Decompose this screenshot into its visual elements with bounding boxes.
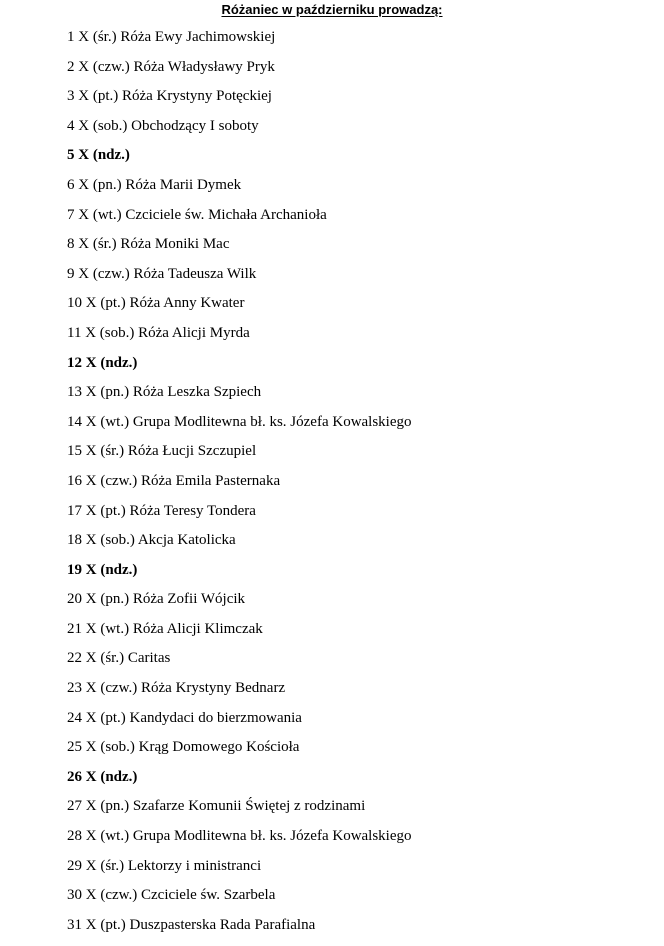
schedule-entry: 8 X (śr.) Róża Moniki Mac (67, 236, 230, 253)
schedule-entry: 29 X (śr.) Lektorzy i ministranci (67, 857, 262, 874)
schedule-entry: 3 X (pt.) Róża Krystyny Potęckiej (67, 88, 272, 105)
schedule-entry: 27 X (pn.) Szafarze Komunii Świętej z rodzinami (67, 798, 366, 815)
schedule-entry: 1 X (śr.) Róża Ewy Jachimowskiej (67, 29, 276, 45)
schedule-list (67, 27, 412, 944)
schedule-entry: 23 X (czw.) Róża Krystyny Bednarz (67, 680, 286, 697)
sunday-entry: 5 X (ndz.) (67, 147, 130, 164)
schedule-entry: 13 X (pn.) Róża Leszka Szpiech (67, 384, 262, 401)
schedule-entry: 22 X (śr.) Caritas (67, 650, 171, 667)
schedule-entry: 17 X (pt.) Róża Teresy Tondera (67, 502, 256, 519)
schedule-entry: 6 X (pn.) Róża Marii Dymek (67, 176, 242, 193)
schedule-entry: 20 X (pn.) Róża Zofii Wójcik (67, 591, 246, 608)
page-title: Różaniec w październiku prowadzą: (221, 2, 443, 17)
schedule-entry: 24 X (pt.) Kandydaci do bierzmowania (67, 709, 302, 726)
schedule-entry: 4 X (sob.) Obchodzący I soboty (67, 117, 259, 134)
schedule-entry: 16 X (czw.) Róża Emila Pasternaka (67, 472, 281, 489)
sunday-entry: 26 X (ndz.) (67, 768, 138, 785)
schedule-entry: 14 X (wt.) Grupa Modlitewna bł. ks. Józefa Kowalskiego (67, 413, 412, 430)
schedule-entry: 21 X (wt.) Róża Alicji Klimczak (67, 620, 263, 637)
sunday-entry: 12 X (ndz.) (67, 354, 138, 371)
schedule-entry: 15 X (śr.) Róża Łucji Szczupiel (67, 443, 257, 460)
schedule-entry: 30 X (czw.) Czciciele św. Szarbela (67, 887, 276, 904)
schedule-entry: 18 X (sob.) Akcja Katolicka (67, 532, 236, 549)
schedule-entry: 31 X (pt.) Duszpasterska Rada Parafialna (67, 916, 316, 933)
schedule-entry: 10 X (pt.) Róża Anny Kwater (67, 295, 245, 312)
schedule-entry: 2 X (czw.) Róża Władysławy Pryk (67, 58, 275, 75)
schedule-entry: 9 X (czw.) Róża Tadeusza Wilk (67, 265, 257, 282)
schedule-entry: 7 X (wt.) Czciciele św. Michała Archanioła (67, 206, 327, 223)
schedule-entry: 28 X (wt.) Grupa Modlitewna bł. ks. Józefa Kowalskiego (67, 828, 412, 845)
schedule-entry: 25 X (sob.) Krąg Domowego Kościoła (67, 739, 300, 756)
schedule-entry: 11 X (sob.) Róża Alicji Myrda (67, 324, 250, 341)
sunday-entry: 19 X (ndz.) (67, 561, 138, 578)
